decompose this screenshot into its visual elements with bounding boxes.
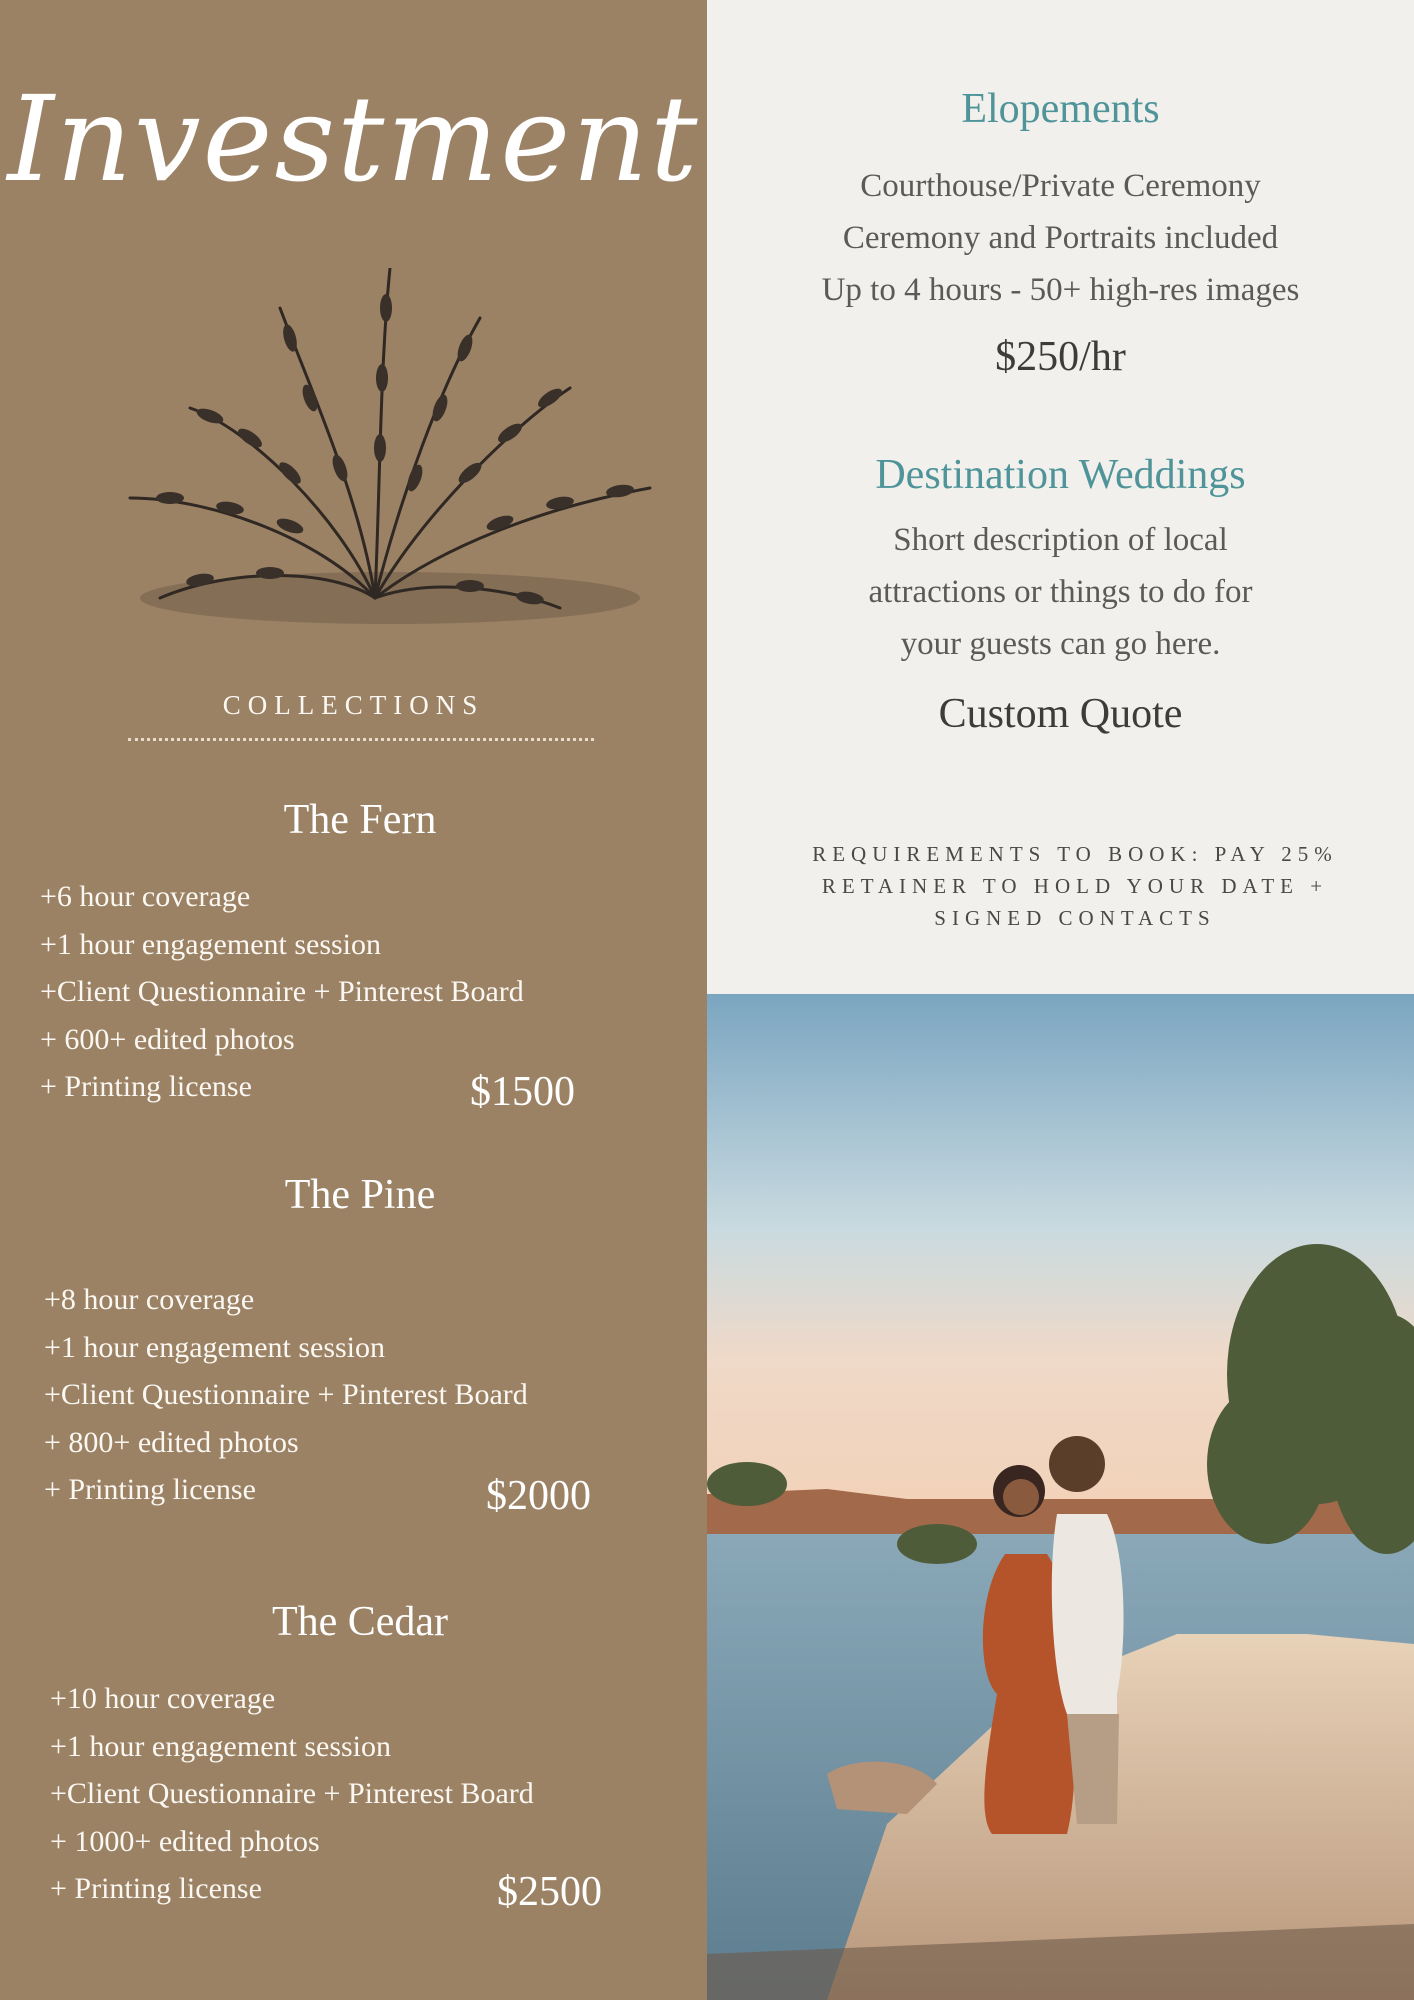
feature-item: +1 hour engagement session <box>50 1729 392 1763</box>
destination-price: Custom Quote <box>938 691 1183 737</box>
package-price: $2500 <box>497 1869 602 1915</box>
package-price: $1500 <box>470 1069 575 1115</box>
feature-item: + Printing license <box>40 1070 252 1103</box>
elopements-heading: Elopements <box>961 86 1160 132</box>
fern-illustration <box>90 268 660 648</box>
package-name: The Pine <box>284 1172 436 1218</box>
description-line: Short description of local <box>893 522 1228 558</box>
feature-item: + 1000+ edited photos <box>50 1824 320 1858</box>
feature-item: +8 hour coverage <box>44 1283 255 1316</box>
description-line: Courthouse/Private Ceremony <box>860 168 1261 204</box>
elopements-price: $250/hr <box>995 334 1126 380</box>
destination-heading: Destination Weddings <box>875 452 1246 498</box>
feature-item: +1 hour engagement session <box>40 927 382 961</box>
elopements-description <box>707 160 1414 316</box>
description-line: your guests can go here. <box>900 626 1221 662</box>
feature-item: +1 hour engagement session <box>44 1330 386 1364</box>
package-name: The Cedar <box>271 1599 449 1645</box>
dotted-divider <box>128 738 594 741</box>
package-features <box>44 1276 528 1514</box>
feature-item: +6 hour coverage <box>40 880 251 913</box>
collections-label: COLLECTIONS <box>222 690 485 720</box>
package-name: The Fern <box>283 797 437 843</box>
feature-item: + 800+ edited photos <box>44 1425 299 1459</box>
description-line: Up to 4 hours - 50+ high-res images <box>821 272 1300 308</box>
page-title: Investment <box>7 70 700 208</box>
package-features <box>40 873 524 1111</box>
package-price: $2000 <box>486 1473 591 1519</box>
feature-item: + Printing license <box>50 1872 262 1905</box>
couple-photo <box>707 994 1414 2000</box>
feature-item: +Client Questionnaire + Pinterest Board <box>44 1378 528 1411</box>
feature-item: + Printing license <box>44 1473 256 1506</box>
destination-description <box>707 514 1414 670</box>
booking-requirements: REQUIREMENTS TO BOOK: PAY 25% RETAINER TO HOLD YOUR DATE + SIGNED CONTACTS <box>812 842 1338 930</box>
feature-item: + 600+ edited photos <box>40 1022 295 1056</box>
description-line: attractions or things to do for <box>868 574 1253 610</box>
description-line: Ceremony and Portraits included <box>842 220 1279 256</box>
package-features <box>50 1675 534 1913</box>
feature-item: +10 hour coverage <box>50 1682 276 1715</box>
feature-item: +Client Questionnaire + Pinterest Board <box>50 1777 534 1810</box>
feature-item: +Client Questionnaire + Pinterest Board <box>40 975 524 1008</box>
